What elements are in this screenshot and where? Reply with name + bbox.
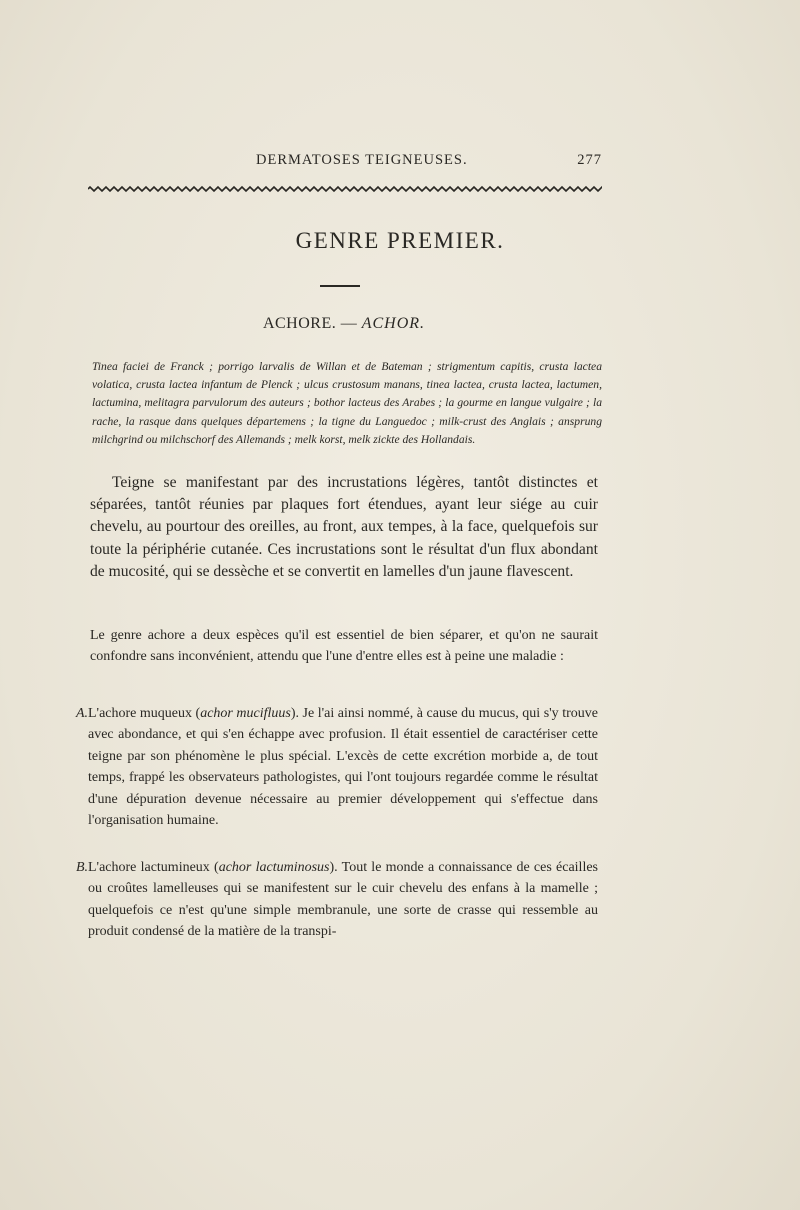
paragraph-definition: Teigne se manifestant par des incrustations légères, tantôt distinctes et séparées, tantôt réunies par plaques fort étendues, ayant leur siége au cuir chevelu, au pourtour des oreilles, au front, aux tempes, à la face, quelquefois sur toute la périphérie cutanée. Ces incrustations sont le résultat d'un flux abondant de mucosité, qui se dessèche et se convertit en lamelles d'un jaune flavescent.: [90, 474, 598, 580]
paragraph-species-intro: Le genre achore a deux espèces qu'il est essentiel de bien séparer, et qu'on ne saurait confondre sans inconvénient, attendu que l'une d'entre elles est à peine une maladie :: [90, 628, 598, 665]
species-title-roman: ACHORE. —: [262, 315, 358, 332]
item-letter: B.: [76, 860, 89, 875]
item-text: ). Tout le monde a connaissance de ces écailles ou croûtes lamelleuses qui se manifestent sur le cuir chevelu des enfans à la mamelle ; quelquefois ce n'est qu'une simple membranule, une sorte de crasse qui ressemble au produit condensé de la matière de la transpi-: [88, 860, 598, 940]
wavy-rule: [88, 185, 602, 193]
item-latin: achor mucifluus: [200, 706, 291, 721]
item-latin: achor lactuminosus: [218, 860, 330, 875]
genre-title: GENRE PREMIER.: [295, 228, 505, 253]
running-title: DERMATOSES TEIGNEUSES.: [256, 152, 468, 168]
species-item-b: [76, 857, 598, 943]
synonymy-block: [92, 358, 602, 449]
item-name: L'achore muqueux (: [88, 706, 201, 721]
item-letter: A.: [76, 706, 89, 721]
species-item-a: [76, 703, 598, 831]
title-divider: [320, 285, 360, 287]
synonymy-text: Tinea faciei de Franck ; porrigo larvalis de Willan et de Bateman ; strigmentum capitis, crusta lactea volatica, crusta lactea infantum de Plenck ; ulcus crustosum manans, tinea lactea, crusta lactea, lactumen, lactumina, melitagra parvulorum des auteurs ; bothor lacteus des Arabes ; la gourme en langue vulgaire ; la rache, la rasque dans quelques départemens ; la tigne du Languedoc ; milk-crust des Anglais ; ansprung milchgrind ou milchschorf des Allemands ; melk korst, melk zickte des Hollandais.: [92, 360, 602, 446]
item-text: ). Je l'ai ainsi nommé, à cause du mucus, qui s'y trouve avec abondance, et qui s'en échappe avec profusion. Il était essentiel de caractériser cette teigne par son phénomène le plus spécial. L'excès de cette excrétion morbide a, de tout temps, frappé les observateurs pathologistes, qui l'ont toujours regardée comme le résultat d'une dépuration devenue nécessaire au premier développement qui s'effectue dans l'organisation humaine.: [88, 706, 598, 829]
item-name: L'achore lactumineux (: [88, 860, 219, 875]
species-title-italic: ACHOR.: [361, 315, 426, 332]
species-title: [0, 315, 688, 333]
page-number: 277: [577, 152, 602, 168]
